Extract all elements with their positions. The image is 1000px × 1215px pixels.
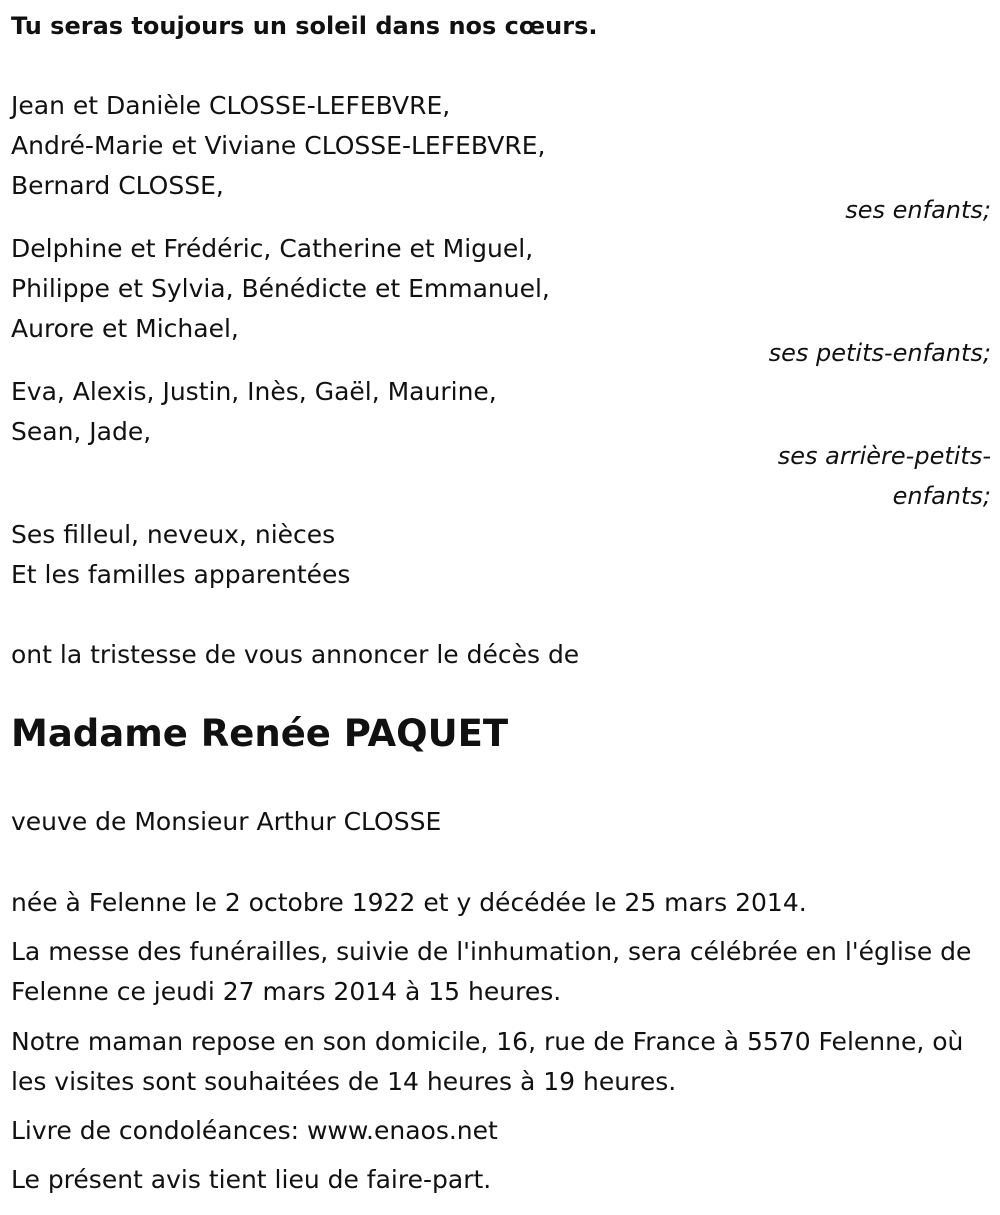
birth-death-dates: née à Felenne le 2 octobre 1922 et y décédée le 25 mars 2014. — [11, 888, 807, 917]
great-grandchildren-line: Sean, Jade, — [11, 417, 152, 446]
announcement: ont la tristesse de vous annoncer le décès de — [11, 640, 580, 669]
children-line: André-Marie et Viviane CLOSSE-LEFEBVRE, — [11, 131, 546, 160]
funeral-details: La messe des funérailles, suivie de l'inhumation, sera célébrée en l'église de Felenne ce jeudi 27 mars 2014 à 15 heures. — [11, 937, 972, 1006]
great-grandchildren-role — [778, 436, 991, 516]
grandchildren-list — [11, 229, 550, 349]
grandchildren-line: Aurore et Michael, — [11, 314, 239, 343]
headline: Tu seras toujours un soleil dans nos cœurs. — [11, 12, 598, 40]
deceased-name: Madame Renée PAQUET — [11, 712, 509, 755]
grandchildren-role: ses petits-enfants; — [768, 339, 991, 367]
great-grandchildren-list — [11, 372, 497, 452]
great-grandchildren-line: Eva, Alexis, Justin, Inès, Gaël, Maurine, — [11, 377, 497, 406]
relatives-line: Et les familles apparentées — [11, 560, 351, 589]
condolences-line: Livre de condoléances: www.enaos.net — [11, 1116, 498, 1145]
children-line: Jean et Danièle CLOSSE-LEFEBVRE, — [11, 91, 451, 120]
grandchildren-line: Delphine et Frédéric, Catherine et Miguel, — [11, 234, 534, 263]
great-grandchildren-role-line: ses arrière-petits- — [777, 442, 991, 470]
children-line: Bernard CLOSSE, — [11, 171, 224, 200]
notice-line: Le présent avis tient lieu de faire-part. — [11, 1165, 492, 1194]
relatives-line: Ses filleul, neveux, nièces — [11, 520, 336, 549]
children-list — [11, 86, 545, 206]
visitation-details: Notre maman repose en son domicile, 16, rue de France à 5570 Felenne, où les visites sont souhaitées de 14 heures à 19 heures. — [11, 1027, 964, 1096]
widow-of: veuve de Monsieur Arthur CLOSSE — [11, 807, 442, 836]
great-grandchildren-role-line: enfants; — [892, 482, 991, 510]
grandchildren-line: Philippe et Sylvia, Bénédicte et Emmanuel, — [11, 274, 550, 303]
relatives-list — [11, 515, 350, 595]
children-role: ses enfants; — [845, 196, 991, 224]
